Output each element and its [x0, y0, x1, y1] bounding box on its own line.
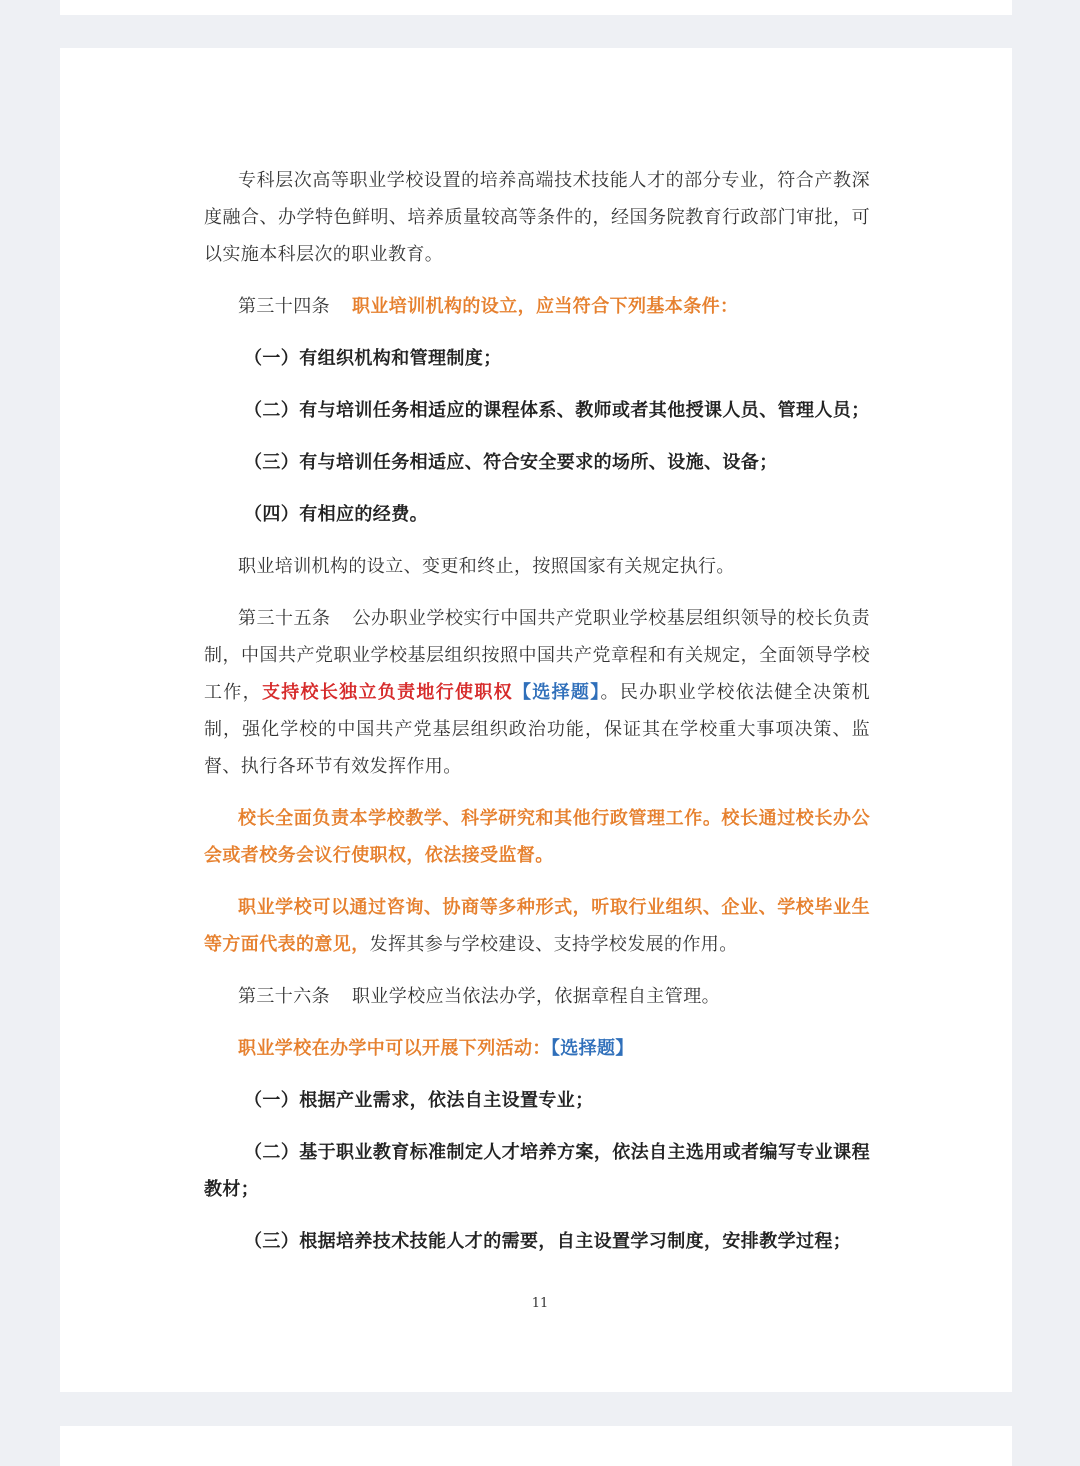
article-36-item-2: （二）基于职业教育标准制定人才培养方案，依法自主选用或者编写专业课程教材；: [204, 1142, 870, 1200]
article-34-item-4: （四）有相应的经费。: [244, 504, 428, 525]
article-34-item-3: （三）有与培训任务相适应、符合安全要求的场所、设施、设备；: [244, 452, 778, 473]
paragraph-undergraduate-vocational: 专科层次高等职业学校设置的培养高端技术技能人才的部分专业，符合产教深度融合、办学特色鲜明、培养质量较高等条件的，经国务院教育行政部门审批，可以实施本科层次的职业教育。: [204, 170, 870, 265]
article-35-consultation-rest: 发挥其参与学校建设、支持学校发展的作用。: [369, 934, 738, 955]
page-content: [204, 162, 870, 1275]
article-35-consultation: [204, 889, 870, 963]
multiple-choice-tag: 【选择题】: [550, 1038, 634, 1059]
article-34-number: 第三十四条: [238, 296, 330, 317]
article-35-number: 第三十五条: [238, 608, 331, 629]
article-36-item-1: （一）根据产业需求，依法自主设置专业；: [244, 1090, 594, 1111]
next-page-edge: [60, 1426, 1012, 1466]
article-36-number: 第三十六条: [238, 986, 330, 1007]
article-36-title: 职业学校在办学中可以开展下列活动：: [238, 1038, 551, 1059]
previous-page-edge: [60, 0, 1012, 15]
page-number: 11: [531, 1296, 549, 1311]
article-34-closing: 职业培训机构的设立、变更和终止，按照国家有关规定执行。: [238, 556, 735, 577]
article-34-item-1: （一）有组织机构和管理制度；: [244, 348, 502, 369]
article-36-text: 职业学校应当依法办学，依据章程自主管理。: [352, 986, 720, 1007]
article-34-title: 职业培训机构的设立，应当符合下列基本条件：: [352, 296, 739, 317]
article-35-principal-duties: 校长全面负责本学校教学、科学研究和其他行政管理工作。校长通过校长办公会或者校务会议行使职权，依法接受监督。: [204, 808, 870, 866]
article-34-item-2: （二）有与培训任务相适应的课程体系、教师或者其他授课人员、管理人员；: [244, 400, 870, 421]
article-36-heading: [204, 1030, 870, 1067]
article-35-text-a: 公办职业学校实行中国共产党职业学校基层组织领导的校长负责制，中国共产党职业学校基层组织按照中国共产党章程和有关规定，全面领导学校工作，: [204, 608, 871, 703]
article-36-item-3: （三）根据培养技术技能人才的需要，自主设置学习制度，安排教学过程；: [244, 1231, 852, 1252]
multiple-choice-tag: 【选择题】: [512, 682, 601, 703]
article-36-paragraph: [204, 978, 870, 1015]
article-35-text-b: 。民办职业学校依法健全决策机制，强化学校的中国共产党基层组织政治功能，保证其在学校重大事项决策、监督、执行各环节有效发挥作用。: [204, 682, 870, 777]
article-35-highlight-red: 支持校长独立负责地行使职权: [261, 682, 513, 703]
article-35-paragraph: [204, 600, 870, 785]
article-35-consultation-highlight: 职业学校可以通过咨询、协商等多种形式，听取行业组织、企业、学校毕业生等方面代表的意见，: [204, 897, 870, 955]
article-34-heading: [204, 288, 870, 325]
